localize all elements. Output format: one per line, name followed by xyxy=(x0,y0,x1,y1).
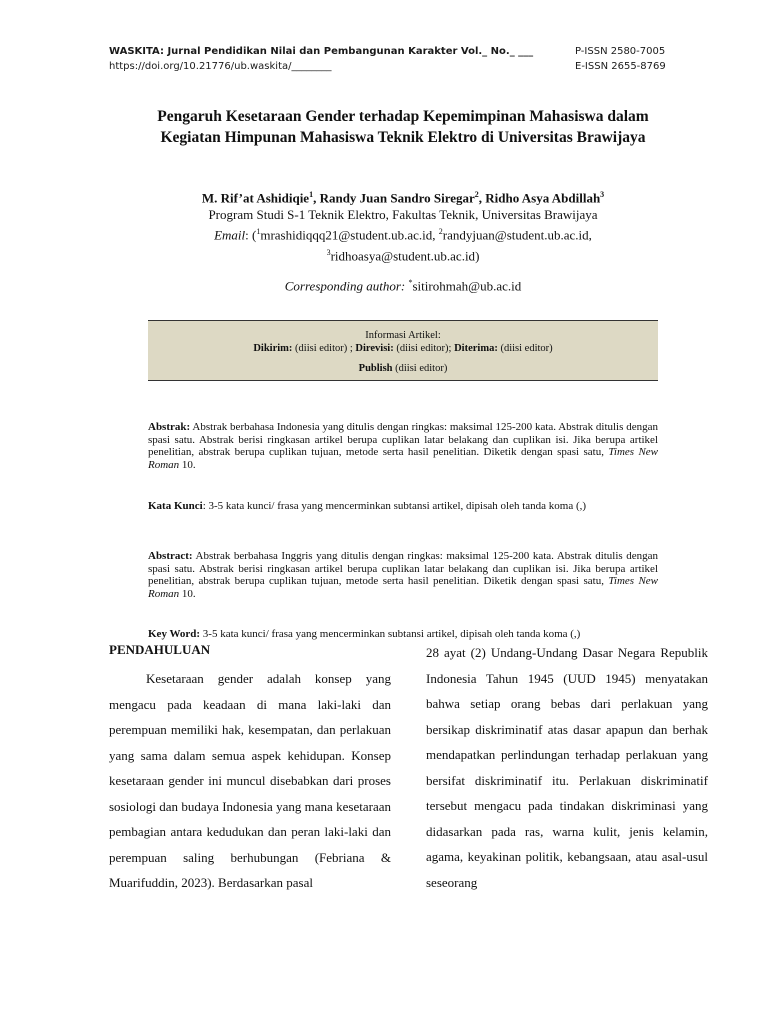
email-label: Email xyxy=(214,227,246,243)
corresponding-author xyxy=(60,274,746,294)
info-heading: Informasi Artikel: xyxy=(365,330,441,341)
email-3-sup: 3 xyxy=(326,247,331,257)
author-1-sup: 1 xyxy=(309,190,314,199)
abstrak-text: Abstrak berbahasa Indonesia yang ditulis dengan ringkas: maksimal 125-200 kata. Abstrak ditulis dengan spasi satu. Abstrak berisi ringkasan artikel berupa cuplikan latar belakang dan cuplikan isi. Jika berupa artikel penelitian, abstrak berupa cuplikan tujuan, metode serta hasil penelitian. Diketik dengan spasi satu, xyxy=(148,421,658,458)
pissn: P-ISSN 2580-7005 xyxy=(575,46,666,57)
eissn: E-ISSN 2655-8769 xyxy=(575,61,666,72)
dikirim-value: (diisi editor) ; xyxy=(295,343,353,354)
info-publish xyxy=(148,362,658,375)
email-1[interactable]: mrashidiqqq21@student.ub.ac.id xyxy=(260,227,433,243)
email-line-2: $^3$ridhoasya@student.ub.ac.id) xyxy=(326,247,480,263)
info-dates xyxy=(148,342,658,355)
diterima-label: Diterima: xyxy=(454,343,498,354)
author-2-sup: 2 xyxy=(474,190,479,199)
paper-title xyxy=(100,106,706,148)
journal-header xyxy=(109,44,677,74)
kata-kunci-text: : 3-5 kata kunci/ frasa yang mencerminkan subtansi artikel, dipisah oleh tanda koma (,) xyxy=(202,500,587,512)
body-left-column xyxy=(109,640,391,896)
corr-email[interactable]: sitirohmah@ub.ac.id xyxy=(412,278,522,294)
publish-label: Publish xyxy=(358,363,393,374)
key-word-section xyxy=(148,628,658,641)
email-2-sup: 2 xyxy=(438,227,443,237)
direvisi-value: (diisi editor); xyxy=(396,343,452,354)
key-word-label: Key Word: xyxy=(148,628,201,640)
abstract-text: Abstrak berbahasa Inggris yang ditulis dengan ringkas: maksimal 125-200 kata. Abstrak ditulis dengan spasi satu. Abstrak berisi ringkasan artikel berupa cuplikan latar belakang dan cuplikan isi. Jika berupa artikel penelitian, abstrak berupa cuplikan tujuan, metode serta hasil penelitian. Diketik dengan spasi satu, xyxy=(148,550,658,587)
diterima-value: (diisi editor) xyxy=(500,343,553,354)
kata-kunci-section xyxy=(148,500,658,513)
affiliation: Program Studi S-1 Teknik Elektro, Fakultas Teknik, Universitas Brawijaya xyxy=(208,207,598,223)
corr-mark: * xyxy=(408,277,413,287)
author-1: M. Rif’at Ashidiqie xyxy=(201,190,310,206)
body-right-column xyxy=(426,640,708,895)
title-line-2: Kegiatan Himpunan Mahasiswa Teknik Elektro di Universitas Brawijaya xyxy=(160,129,646,146)
abstract-section xyxy=(148,550,658,600)
abstract-label: Abstract: xyxy=(148,550,193,562)
section-heading: PENDAHULUAN xyxy=(109,642,211,657)
abstrak-end: 10. xyxy=(181,458,196,471)
abstract-font: Times New Roman xyxy=(148,575,659,600)
author-3: Ridho Asya Abdillah xyxy=(485,190,601,206)
article-info-box xyxy=(148,320,658,381)
publish-value: (diisi editor) xyxy=(395,363,448,374)
doi-link[interactable]: https://doi.org/10.21776/ub.waskita/________ xyxy=(109,61,332,72)
email-1-sup: 1 xyxy=(256,227,261,237)
email-line: Email: ($^1$mrashidiqqq21@student.ub.ac.id, $^2$randyjuan@student.ub.ac.id, xyxy=(214,227,592,243)
abstrak-section xyxy=(148,421,658,471)
author-3-sup: 3 xyxy=(600,190,605,199)
abstract-end: 10. xyxy=(181,587,196,600)
body-paragraph-right: 28 ayat (2) Undang-Undang Dasar Negara Republik Indonesia Tahun 1945 (UUD 1945) menyatakan bahwa setiap orang bebas dari perlakuan yang bersikap diskriminatif atas dasar apapun dan berhak mendapatkan perlindungan terhadap perlakuan yang bersifat diskriminatif itu. Perlakuan diskriminatif tersebut mengacu pada tindakan diskriminasi yang didasarkan pada ras, warna kulit, jenis kelamin, agama, keyakinan politik, kebangsaan, atau asal-usul seseorang xyxy=(426,645,708,890)
author-2: Randy Juan Sandro Siregar xyxy=(319,190,475,206)
author-names: M. Rif’at Ashidiqie$^1$, Randy Juan Sandro Siregar$^2$, Ridho Asya Abdillah$^3$ xyxy=(201,190,605,206)
key-word-text: 3-5 kata kunci/ frasa yang mencerminkan subtansi artikel, dipisah oleh tanda koma (,) xyxy=(202,628,581,640)
corr-label: Corresponding author: xyxy=(284,278,406,294)
author-block xyxy=(60,186,746,294)
email-3[interactable]: ridhoasya@student.ub.ac.id xyxy=(330,247,476,263)
body-paragraph-left: Kesetaraan gender adalah konsep yang mengacu pada keadaan di mana laki-laki dan perempuan memiliki hak, kesempatan, dan perlakuan yang sama dalam semua aspek kehidupan. Konsep kesetaraan gender ini muncul disebabkan dari proses sosiologi dan budaya Indonesia yang mana kesetaraan pembagian antara kedudukan dan peran laki-laki dan perempuan saling berhubungan (Febriana & Muarifuddin, 2023). Berdasarkan pasal xyxy=(109,671,391,890)
dikirim-label: Dikirim: xyxy=(253,343,293,354)
direvisi-label: Direvisi: xyxy=(355,343,394,354)
kata-kunci-label: Kata Kunci xyxy=(148,500,203,512)
email-2[interactable]: randyjuan@student.ub.ac.id xyxy=(442,227,589,243)
abstrak-font: Times New Roman xyxy=(148,446,659,471)
journal-name: WASKITA: Jurnal Pendidikan Nilai dan Pembangunan Karakter Vol._ No._ ___ xyxy=(109,46,534,57)
abstrak-label: Abstrak: xyxy=(148,421,191,433)
title-line-1: Pengaruh Kesetaraan Gender terhadap Kepemimpinan Mahasiswa dalam xyxy=(157,108,649,125)
